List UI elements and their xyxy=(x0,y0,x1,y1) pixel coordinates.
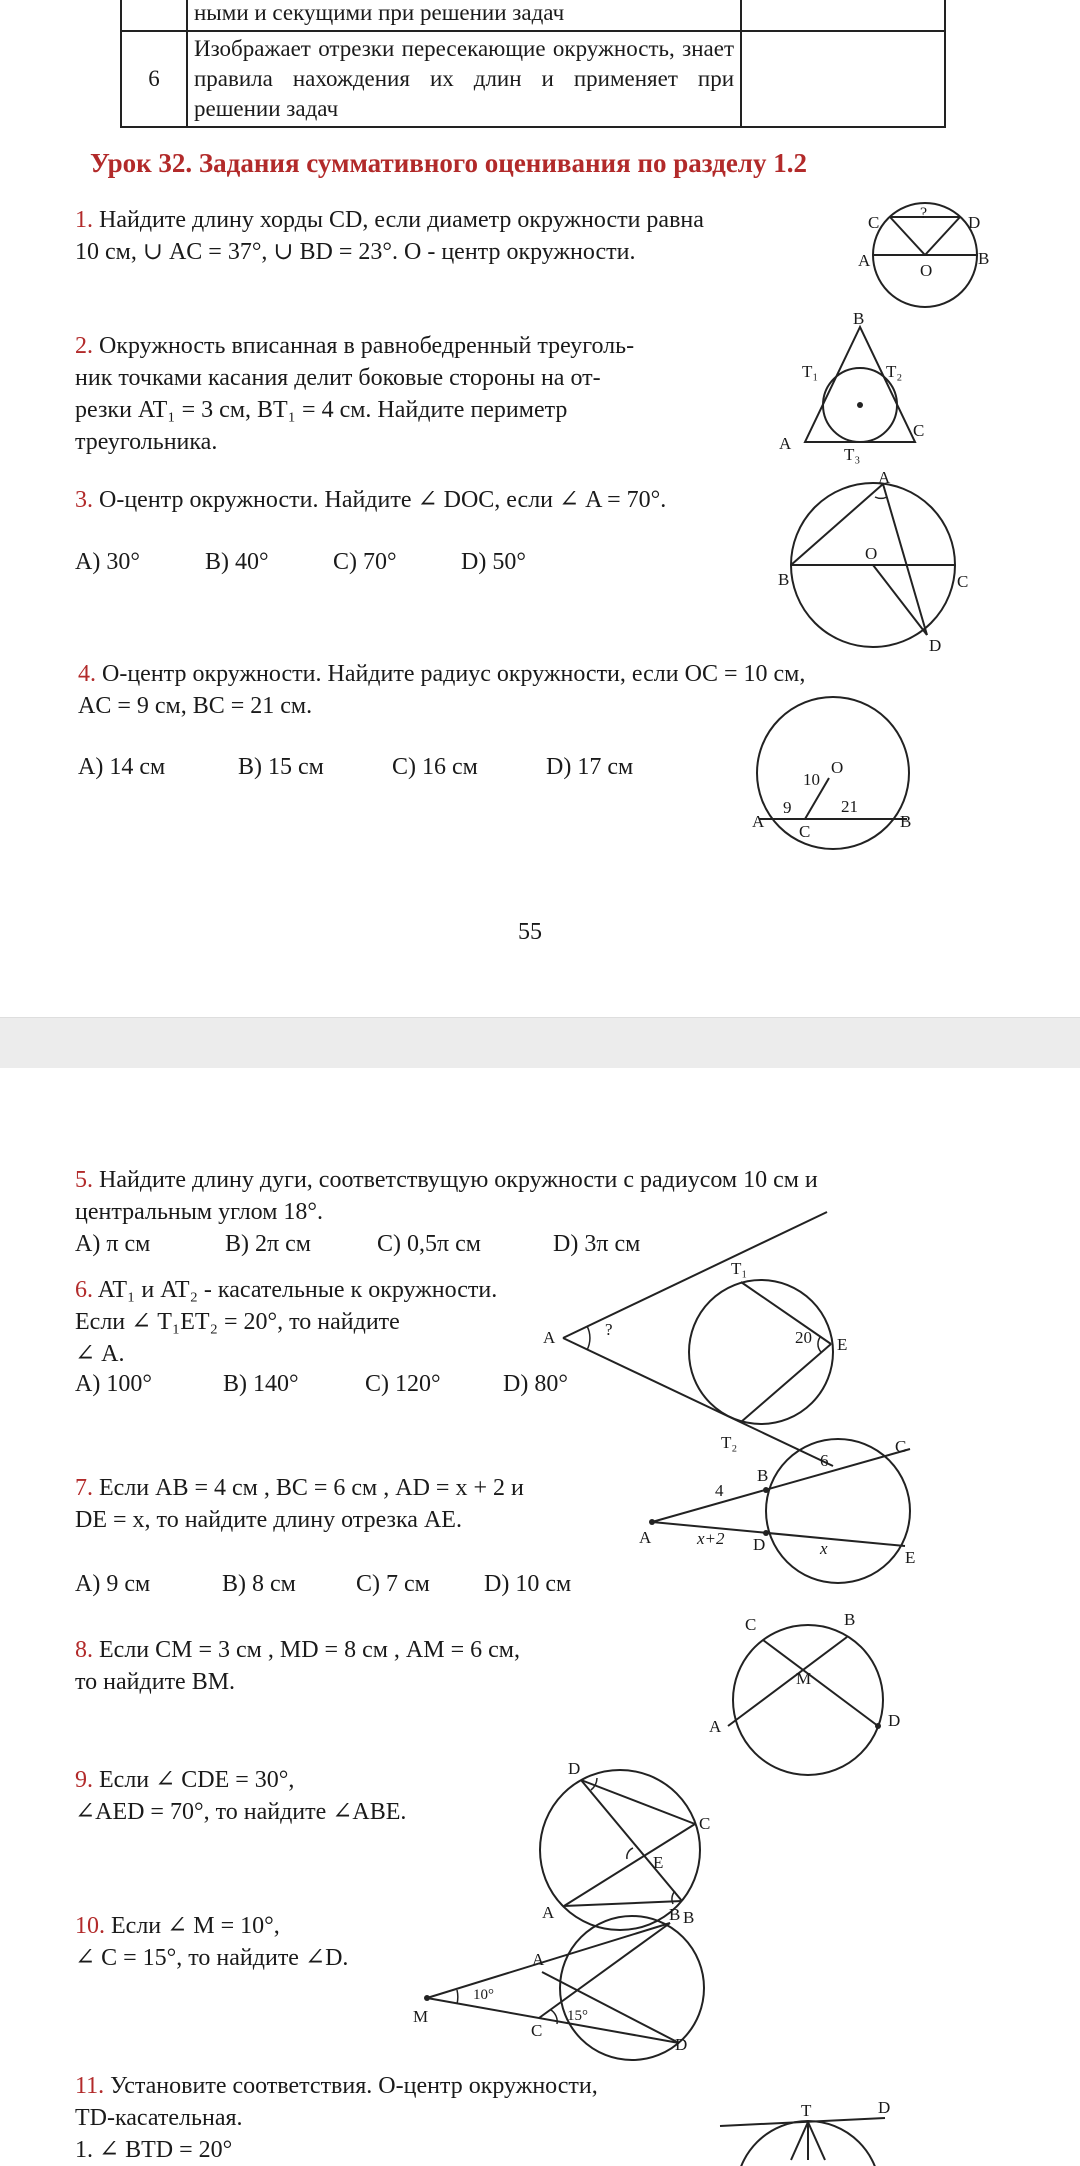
label-b: B xyxy=(978,249,990,268)
label-d: D xyxy=(929,636,942,655)
label-o: O xyxy=(831,758,844,777)
criteria-table xyxy=(120,0,946,128)
label-b: B xyxy=(683,1908,695,1927)
label-ab: 4 xyxy=(715,1481,724,1500)
question-text: ∠ A. xyxy=(75,1341,125,1367)
label-o: O xyxy=(865,544,878,563)
table-row xyxy=(121,0,945,31)
figure-4 xyxy=(745,695,925,865)
label-t: T xyxy=(801,2101,812,2120)
question-number: 6. xyxy=(75,1277,93,1303)
label-c: C xyxy=(868,213,880,232)
label-angle-c: 15° xyxy=(567,2008,588,2024)
label-bc: 21 xyxy=(841,797,858,816)
question-text: ник точками касания делит боковые стороны на от- xyxy=(75,365,601,391)
label-a: A xyxy=(532,1950,545,1969)
figure-10 xyxy=(405,1900,705,2054)
option-b[interactable]: B) 15 см xyxy=(238,754,324,780)
answer-options xyxy=(75,546,526,578)
question-text: O-центр окружности. Найдите радиус окружности, если OC = 10 см, xyxy=(102,661,806,687)
criterion-text: Изображает отрезки пересекающие окружность, знает правила нахождения их длин и применяет при решении задач xyxy=(187,31,741,127)
option-b[interactable]: B) 40° xyxy=(205,549,269,575)
option-d[interactable]: D) 3π см xyxy=(553,1231,641,1257)
label-oc: 10 xyxy=(803,770,820,789)
label-ad: x+2 xyxy=(697,1529,725,1548)
label-b: B xyxy=(669,1905,681,1924)
label-b: B xyxy=(844,1610,856,1629)
question-text: центральным углом 18°. xyxy=(75,1199,323,1225)
question-text: то найдите BM. xyxy=(75,1669,236,1695)
label-t1: T₁ xyxy=(731,1259,748,1278)
label-m: M xyxy=(413,2007,429,2026)
figure-3 xyxy=(775,468,975,655)
label-a: A xyxy=(709,1717,722,1736)
empty-cell xyxy=(741,31,945,127)
option-a[interactable]: A) 30° xyxy=(75,549,140,575)
label-o: O xyxy=(920,261,933,280)
label-t2: T₂ xyxy=(886,362,903,381)
figure-2 xyxy=(770,305,940,470)
label-a: A xyxy=(639,1528,652,1547)
question-text: Если ∠ CDE = 30°, xyxy=(99,1767,295,1793)
figure-1 xyxy=(850,200,1000,315)
question-text: Найдите длину хорды CD, если диаметр окружности равна xyxy=(99,207,704,233)
label-t2: T₂ xyxy=(721,1433,738,1452)
question-number: 10. xyxy=(75,1913,105,1939)
question-8 xyxy=(75,1634,520,1698)
question-3 xyxy=(75,484,666,516)
question-number: 5. xyxy=(75,1167,93,1193)
question-text: 10 см, ∪ AC = 37°, ∪ BD = 23°. O - центр окружности. xyxy=(75,239,636,265)
table-row xyxy=(121,31,945,127)
question-text: TD-касательная. xyxy=(75,2105,243,2131)
criterion-text: ными и секущими при решении задач xyxy=(187,0,741,31)
question-11 xyxy=(75,2070,598,2166)
label-t1: T₁ xyxy=(802,362,819,381)
question-text: Найдите длину дуги, соответствущую окружности с радиусом 10 см и xyxy=(99,1167,818,1193)
question-4 xyxy=(78,658,805,722)
label-ac: 9 xyxy=(783,798,792,817)
label-e: E xyxy=(837,1335,848,1354)
answer-options xyxy=(75,1368,568,1400)
question-10 xyxy=(75,1910,348,1974)
figure-8 xyxy=(700,1592,920,1787)
answer-options xyxy=(78,751,633,783)
question-number: 1. xyxy=(75,207,93,233)
label-a: A xyxy=(779,434,792,453)
label-b: B xyxy=(757,1466,769,1485)
label-c: C xyxy=(745,1615,757,1634)
option-a[interactable]: A) 14 см xyxy=(78,754,166,780)
label-angle-m: 10° xyxy=(473,1987,494,2003)
question-1 xyxy=(75,204,704,268)
label-c: C xyxy=(531,2021,543,2040)
label-c: C xyxy=(957,572,969,591)
page-number: 55 xyxy=(518,919,542,945)
page-55 xyxy=(0,0,1080,1017)
option-d[interactable]: D) 17 см xyxy=(546,754,634,780)
question-text: треугольника. xyxy=(75,429,218,455)
label-b: B xyxy=(778,570,790,589)
page-56 xyxy=(0,1068,1080,2163)
lesson-heading: Урок 32. Задания суммативного оценивания по разделу 1.2 xyxy=(90,148,807,178)
label-c: C xyxy=(913,421,925,440)
label-question: ? xyxy=(920,205,928,222)
label-b: B xyxy=(853,309,865,328)
answer-options xyxy=(75,1568,571,1600)
label-bc: 6 xyxy=(820,1451,829,1470)
row-number xyxy=(121,0,187,31)
figure-7 xyxy=(635,1436,930,1586)
question-number: 4. xyxy=(78,661,96,687)
option-d[interactable]: D) 50° xyxy=(461,549,526,575)
label-c: C xyxy=(895,1437,907,1456)
label-d: D xyxy=(888,1711,901,1730)
option-d[interactable]: D) 10 см xyxy=(484,1571,572,1597)
option-c[interactable]: C) 120° xyxy=(365,1371,441,1397)
label-d: D xyxy=(675,2035,688,2054)
question-text: O-центр окружности. Найдите ∠ DOC, если ∠ A = 70°. xyxy=(99,487,667,513)
question-text: Если CM = 3 см , MD = 8 см , AM = 6 см, xyxy=(99,1637,520,1663)
question-2 xyxy=(75,330,634,458)
label-d: D xyxy=(568,1759,581,1778)
option-a[interactable]: A) 100° xyxy=(75,1371,152,1397)
label-d: D xyxy=(753,1535,766,1554)
question-6 xyxy=(75,1274,497,1370)
question-number: 8. xyxy=(75,1637,93,1663)
empty-cell xyxy=(741,0,945,31)
label-e: E xyxy=(905,1548,916,1567)
label-b: B xyxy=(900,812,912,831)
question-number: 11. xyxy=(75,2073,105,2099)
label-m: M xyxy=(796,1669,812,1688)
question-text: Если ∠ T₁ET₂ = 20°, то найдите xyxy=(75,1309,400,1335)
option-c[interactable]: C) 7 см xyxy=(356,1571,430,1597)
question-text: AT₁ и AT₂ - касательные к окружности. xyxy=(97,1277,498,1303)
option-a[interactable]: A) π см xyxy=(75,1231,151,1257)
label-c: C xyxy=(699,1814,711,1833)
label-d: D xyxy=(878,2098,891,2117)
option-b[interactable]: B) 8 см xyxy=(222,1571,296,1597)
label-angle: 20 xyxy=(795,1328,812,1347)
option-a[interactable]: A) 9 см xyxy=(75,1571,151,1597)
option-d[interactable]: D) 80° xyxy=(503,1371,568,1397)
question-9 xyxy=(75,1764,406,1828)
option-c[interactable]: C) 70° xyxy=(333,549,397,575)
question-number: 9. xyxy=(75,1767,93,1793)
label-question: ? xyxy=(605,1320,613,1339)
row-number: 6 xyxy=(121,31,187,127)
label-a: A xyxy=(858,251,871,270)
question-text: Если ∠ M = 10°, xyxy=(111,1913,280,1939)
label-d: D xyxy=(968,213,981,232)
question-number: 7. xyxy=(75,1475,93,1501)
page-separator xyxy=(0,1017,1080,1069)
question-text: AC = 9 см, BC = 21 см. xyxy=(78,693,313,719)
question-text: Установите соответствия. O-центр окружности, xyxy=(110,2073,598,2099)
question-text: Если AB = 4 см , BC = 6 см , AD = x + 2 и xyxy=(99,1475,524,1501)
option-c[interactable]: C) 0,5π см xyxy=(377,1231,481,1257)
question-text: DE = x, то найдите длину отрезка AE. xyxy=(75,1507,462,1533)
question-text: резки AT₁ = 3 см, BT₁ = 4 см. Найдите периметр xyxy=(75,397,568,423)
question-text: ∠AED = 70°, то найдите ∠ABE. xyxy=(75,1799,407,1825)
label-a: A xyxy=(543,1328,556,1347)
question-number: 2. xyxy=(75,333,93,359)
label-t3: T₃ xyxy=(844,445,861,464)
option-c[interactable]: C) 16 см xyxy=(392,754,478,780)
label-a: A xyxy=(752,812,765,831)
figure-11 xyxy=(715,2098,915,2160)
question-text: 1. ∠ BTD = 20° xyxy=(75,2137,233,2163)
label-c: C xyxy=(799,822,811,841)
option-b[interactable]: B) 140° xyxy=(223,1371,299,1397)
question-number: 3. xyxy=(75,487,93,513)
question-7 xyxy=(75,1472,524,1536)
label-a: A xyxy=(542,1903,555,1922)
option-b[interactable]: B) 2π см xyxy=(225,1231,311,1257)
label-a: A xyxy=(878,468,891,487)
label-de: x xyxy=(820,1539,828,1558)
label-e: E xyxy=(653,1853,664,1872)
question-text: Окружность вписанная в равнобедренный треуголь- xyxy=(99,333,635,359)
question-text: ∠ C = 15°, то найдите ∠D. xyxy=(75,1945,349,1971)
